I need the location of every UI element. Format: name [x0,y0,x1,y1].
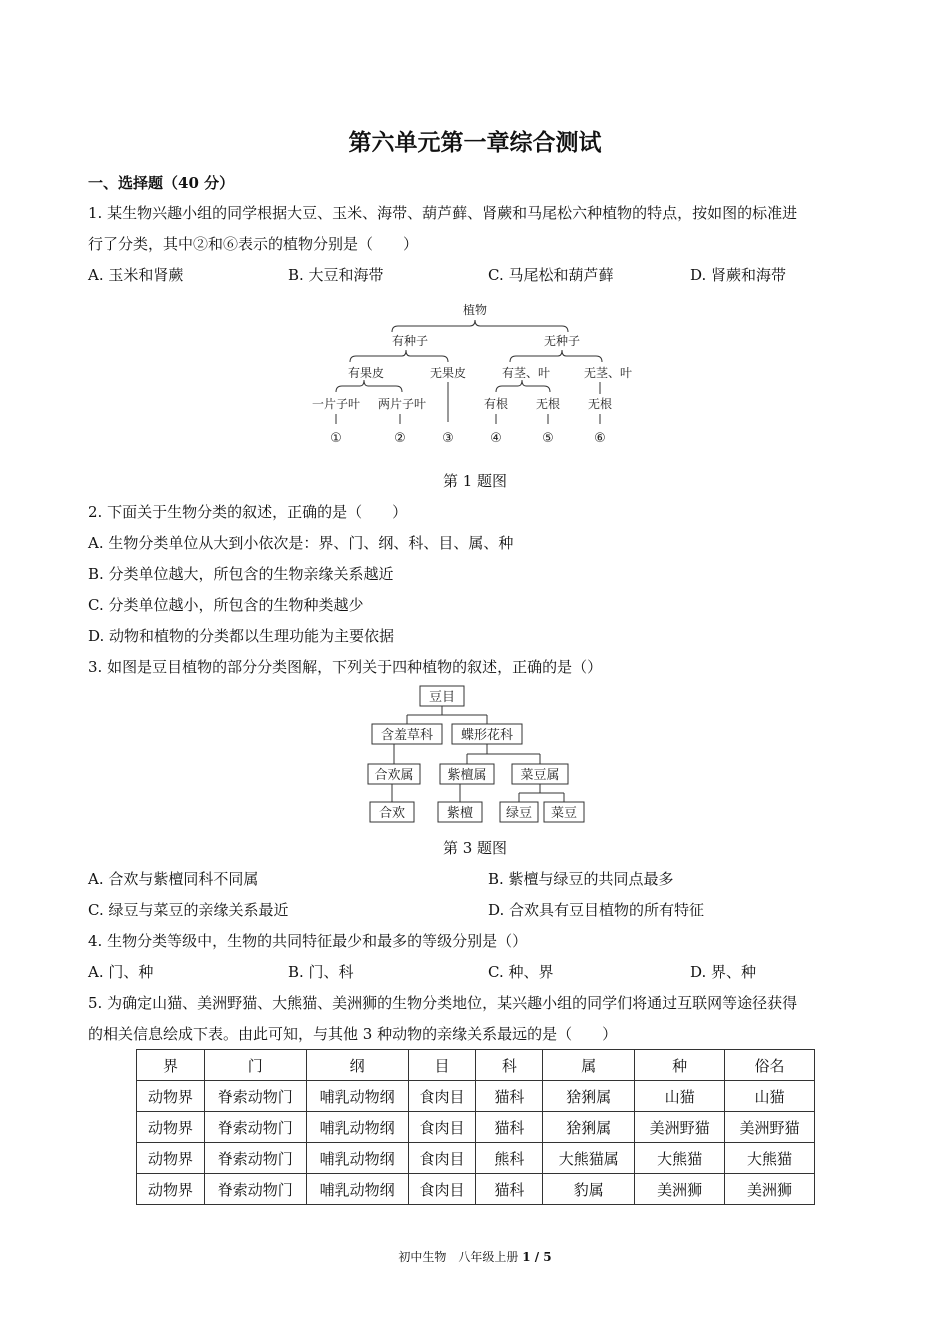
page-footer [0,1248,950,1265]
table-cell: 美洲狮 [635,1174,725,1205]
q3-option-a: A. 合欢与紫檀同科不同属 [88,870,259,888]
q2-stem: 2. 下面关于生物分类的叙述，正确的是（ ） [88,503,408,521]
table-cell: 猞猁属 [543,1112,635,1143]
table-cell: 脊索动物门 [204,1081,306,1112]
q1-stem-line2: 行了分类，其中②和⑥表示的植物分别是（ ） [88,235,419,253]
q1-node-root: 植物 [462,303,488,317]
table-cell: 山猫 [635,1081,725,1112]
table-cell: 猫科 [476,1112,543,1143]
header-kingdom: 界 [137,1050,205,1081]
q4-option-b: B. 门、科 [288,963,354,981]
q1-node-no-stem-leaf: 无茎、叶 [583,366,633,380]
q3-option-d: D. 合欢具有豆目植物的所有特征 [488,901,705,919]
q1-node-stem-leaf: 有茎、叶 [501,366,551,380]
table-cell: 山猫 [725,1081,815,1112]
header-genus: 属 [543,1050,635,1081]
table-cell: 动物界 [137,1174,205,1205]
table-row [137,1143,815,1174]
q3-legume-diagram [360,684,600,826]
q3-node-pterocarpus: 紫檀 [446,806,474,821]
table-cell: 大熊猫 [725,1143,815,1174]
q1-leaf-4: ④ [490,431,502,446]
q1-classification-diagram [300,298,650,458]
table-cell: 食肉目 [408,1081,476,1112]
q1-node-without-pericarp: 无果皮 [429,366,467,380]
q4-option-d: D. 界、种 [690,963,757,981]
table-cell: 大熊猫属 [543,1143,635,1174]
q2-option-b: B. 分类单位越大，所包含的生物亲缘关系越近 [88,565,394,583]
header-phylum: 门 [204,1050,306,1081]
q1-option-d: D. 肾蕨和海带 [690,266,787,284]
table-cell: 哺乳动物纲 [306,1112,408,1143]
q5-classification-table [136,1049,815,1205]
q3-node-kidney-bean: 菜豆 [550,806,578,821]
q3-option-c: C. 绿豆与菜豆的亲缘关系最近 [88,901,289,919]
q1-node-no-root: 无根 [535,397,561,411]
q3-node-mung-bean: 绿豆 [505,806,533,821]
q3-node-phaseolus-genus: 菜豆属 [520,768,560,783]
page-number: 1 / 5 [522,1250,552,1264]
q1-leaf-6: ⑥ [594,431,606,446]
q1-node-dicot: 两片子叶 [377,397,427,411]
table-cell: 猞猁属 [543,1081,635,1112]
q1-leaf-3: ③ [442,431,454,446]
table-cell: 哺乳动物纲 [306,1143,408,1174]
table-cell: 动物界 [137,1081,205,1112]
q5-stem-line1: 5. 为确定山猫、美洲野猫、大熊猫、美洲狮的生物分类地位，某兴趣小组的同学们将通过互联网等途径获得 [88,994,798,1012]
table-cell: 猫科 [476,1174,543,1205]
q3-node-papilionaceae: 蝶形花科 [460,728,514,743]
table-cell: 美洲狮 [725,1174,815,1205]
q3-node-albizia-genus: 合欢属 [374,768,414,783]
table-header-row [137,1050,815,1081]
q1-node-monocot: 一片子叶 [311,397,361,411]
q1-node-with-pericarp: 有果皮 [347,366,385,380]
q1-leaf-5: ⑤ [542,431,554,446]
q1-option-b: B. 大豆和海带 [288,266,384,284]
section-heading: 一、选择题（40 分） [88,174,235,192]
table-cell: 食肉目 [408,1174,476,1205]
q3-option-b: B. 紫檀与绿豆的共同点最多 [488,870,674,888]
q3-node-pterocarpus-genus: 紫檀属 [447,768,487,783]
q1-node-no-root-2: 无根 [587,397,613,411]
table-cell: 脊索动物门 [204,1174,306,1205]
table-cell: 美洲野猫 [635,1112,725,1143]
header-species: 种 [635,1050,725,1081]
header-class: 纲 [306,1050,408,1081]
q3-node-albizia: 合欢 [378,806,406,821]
q4-stem: 4. 生物分类等级中，生物的共同特征最少和最多的等级分别是（） [88,932,528,950]
table-row [137,1081,815,1112]
header-common-name: 俗名 [725,1050,815,1081]
q1-node-with-seeds: 有种子 [391,334,429,348]
q5-stem-line2: 的相关信息绘成下表。由此可知，与其他 3 种动物的亲缘关系最远的是（ ） [88,1025,618,1043]
page-title: 第六单元第一章综合测试 [348,129,602,156]
q3-node-mimosaceae: 含羞草科 [380,728,434,743]
table-cell: 大熊猫 [635,1143,725,1174]
table-cell: 哺乳动物纲 [306,1174,408,1205]
header-family: 科 [476,1050,543,1081]
q4-option-a: A. 门、种 [88,963,154,981]
q1-node-without-seeds: 无种子 [543,334,581,348]
q2-option-a: A. 生物分类单位从大到小依次是：界、门、纲、科、目、属、种 [88,534,514,552]
table-row [137,1112,815,1143]
table-row [137,1174,815,1205]
q1-leaf-2: ② [394,431,406,446]
q1-node-with-root: 有根 [483,397,509,411]
table-cell: 动物界 [137,1143,205,1174]
q3-node-order: 豆目 [428,690,456,705]
q3-caption: 第 3 题图 [442,839,508,857]
table-cell: 脊索动物门 [204,1143,306,1174]
q1-option-a: A. 玉米和肾蕨 [88,266,184,284]
q2-option-c: C. 分类单位越小，所包含的生物种类越少 [88,596,364,614]
q1-stem-line1: 1. 某生物兴趣小组的同学根据大豆、玉米、海带、葫芦藓、肾蕨和马尾松六种植物的特点，按如图的标准进 [88,204,798,222]
q1-leaf-1: ① [330,431,342,446]
table-cell: 食肉目 [408,1143,476,1174]
table-cell: 熊科 [476,1143,543,1174]
table-cell: 动物界 [137,1112,205,1143]
table-cell: 美洲野猫 [725,1112,815,1143]
table-cell: 脊索动物门 [204,1112,306,1143]
q2-option-d: D. 动物和植物的分类都以生理功能为主要依据 [88,627,395,645]
table-cell: 食肉目 [408,1112,476,1143]
q1-option-c: C. 马尾松和葫芦藓 [488,266,614,284]
q3-stem: 3. 如图是豆目植物的部分分类图解，下列关于四种植物的叙述，正确的是（） [88,658,603,676]
footer-text: 初中生物 八年级上册 [398,1250,519,1264]
table-cell: 哺乳动物纲 [306,1081,408,1112]
table-cell: 豹属 [543,1174,635,1205]
q4-option-c: C. 种、界 [488,963,554,981]
q1-caption: 第 1 题图 [442,472,508,490]
table-cell: 猫科 [476,1081,543,1112]
header-order: 目 [408,1050,476,1081]
